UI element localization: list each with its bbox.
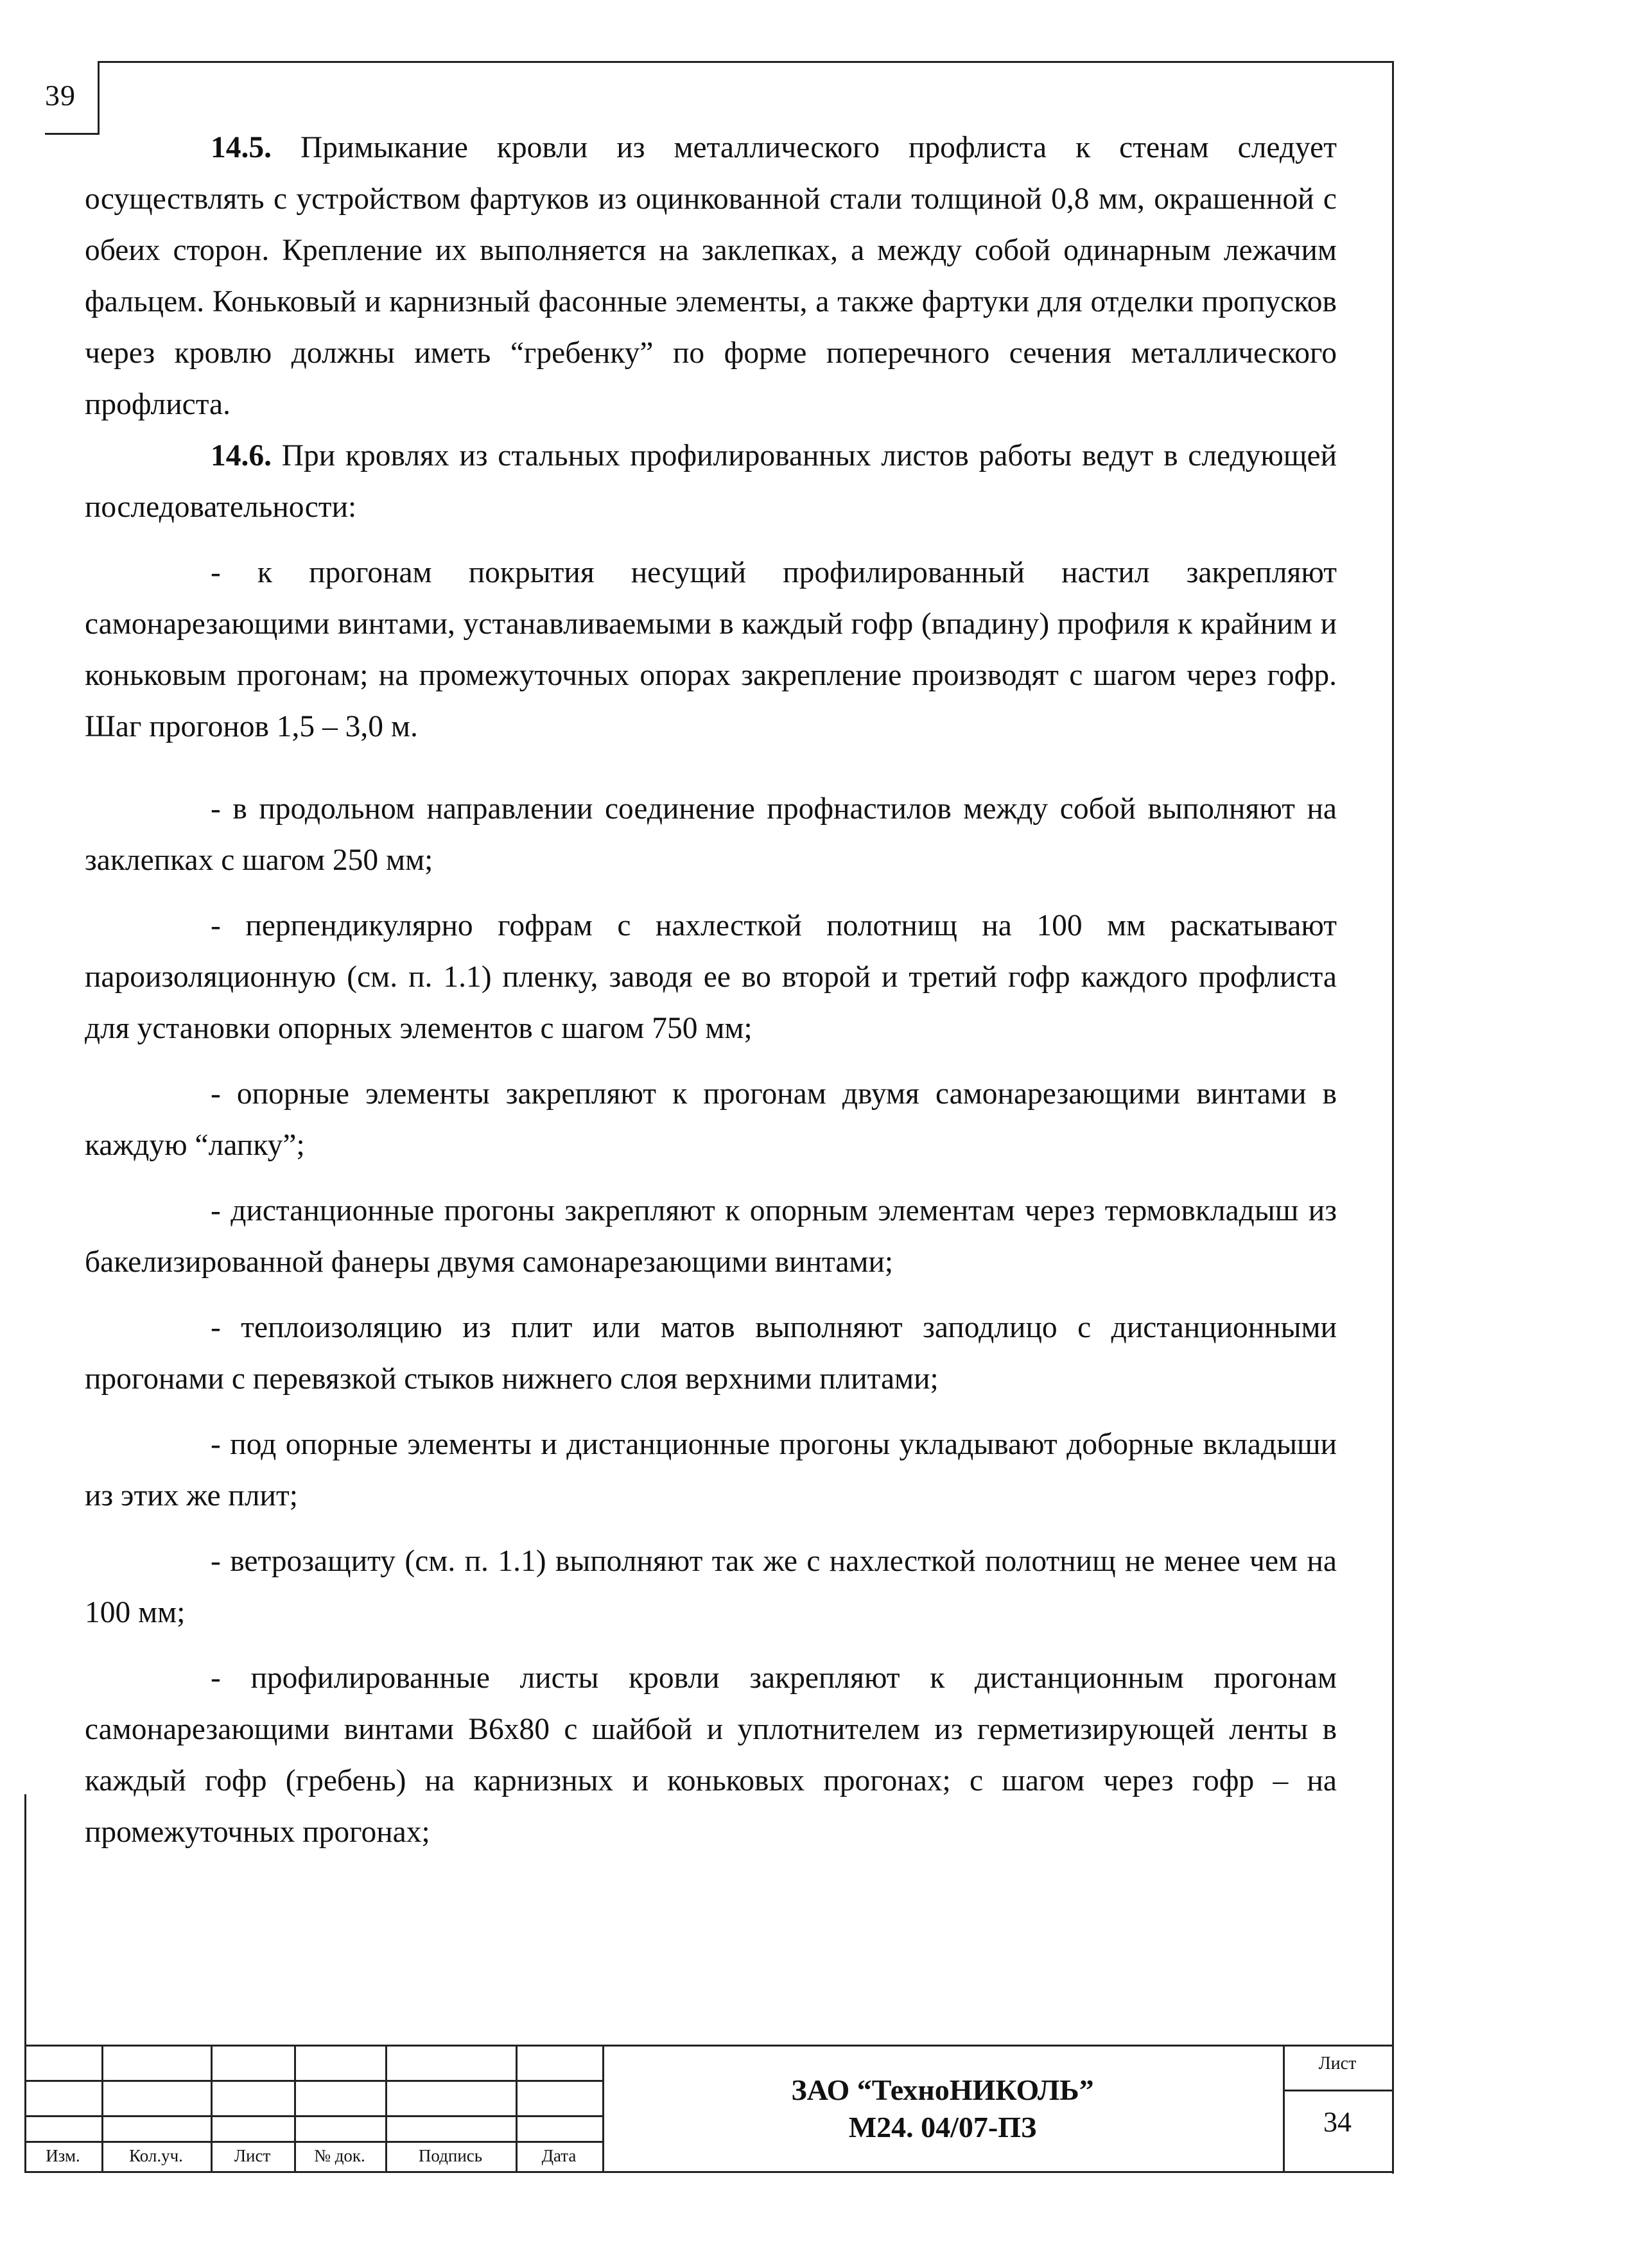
sheet-label: Лист [1318,2054,1357,2073]
list-item: - к прогонам покрытия несущий профилированный настил закрепляют самонарезающими винтами, устанавливаемыми в каждый гофр (впадину) профиля к крайним и коньковым прогонам; на промежуточных опорах закрепление производят с шагом через гофр. Шаг прогонов 1,5 – 3,0 м. [85,556,1337,743]
corner-page-number: 39 [45,79,76,112]
label-kol-uch: Кол.уч. [129,2146,183,2165]
company-name: ЗАО “ТехноНИКОЛЬ” [791,2073,1094,2106]
list-item: - в продольном направлении соединение профнастилов между собой выполняют на заклепках с шагом 250 мм; [85,792,1337,877]
title-block-bottom-line [24,2171,1392,2173]
sheet-number: 34 [1323,2106,1352,2138]
label-date: Дата [541,2146,577,2165]
list-item: - дистанционные прогоны закрепляют к опорным элементам через термовкладыш из бакелизированной фанеры двумя самонарезающими винтами; [85,1194,1337,1279]
paragraph-14-6 [85,430,1337,533]
label-signature: Подпись [418,2146,483,2165]
paragraph-14-5 [85,122,1337,430]
sheet-cell-line [1283,2090,1392,2091]
paragraph-text: Примыкание кровли из металлического профлиста к стенам следует осуществлять с устройством фартуков из оцинкованной стали толщиной 0,8 мм, окрашенной с обеих сторон. Крепление их выполняется на заклепках, а между собой одинарным лежачим фальцем. Коньковый и карнизный фасонные элементы, а также фартуки для отделки пропусков через кровлю должны иметь “гребенку” по форме поперечного сечения металлического профлиста. [85,131,1337,421]
list-item: - теплоизоляцию из плит или матов выполняют заподлицо с дистанционными прогонами с перевязкой стыков нижнего слоя верхними плитами; [85,1311,1337,1396]
title-block [24,2045,1392,2173]
company-and-code [602,2072,1283,2146]
paragraph-text: При кровлях из стальных профилированных листов работы ведут в следующей последовательности: [85,439,1337,524]
list-item: - профилированные листы кровли закрепляют к дистанционным прогонам самонарезающими винтами В6х80 с шайбой и уплотнителем из герметизирующей ленты в каждый гофр (гребень) на карнизных и коньковых прогонах; с шагом через гофр – на промежуточных прогонах; [85,1661,1337,1849]
clause-number: 14.6. [211,439,272,472]
body-text [85,122,1337,1858]
label-doc-no: № док. [314,2146,365,2165]
clause-number: 14.5. [211,131,272,164]
list-item: - опорные элементы закрепляют к прогонам двумя самонарезающими винтами в каждую “лапку”; [85,1077,1337,1162]
document-code: М24. 04/07-ПЗ [848,2111,1037,2143]
label-list: Лист [234,2146,271,2165]
list-item: - под опорные элементы и дистанционные прогоны укладывают доборные вкладыши из этих же плит; [85,1428,1337,1512]
title-block-top-line [24,2045,1392,2047]
label-izm: Изм. [46,2146,80,2165]
list-item: - перпендикулярно гофрам с нахлесткой полотнищ на 100 мм раскатывают пароизоляционную (см. п. 1.1) пленку, заводя ее во второй и третий гофр каждого профлиста для установки опорных элементов с шагом 750 мм; [85,909,1337,1045]
list-item: - ветрозащиту (см. п. 1.1) выполняют так же с нахлесткой полотнищ не менее чем на 100 мм; [85,1545,1337,1629]
